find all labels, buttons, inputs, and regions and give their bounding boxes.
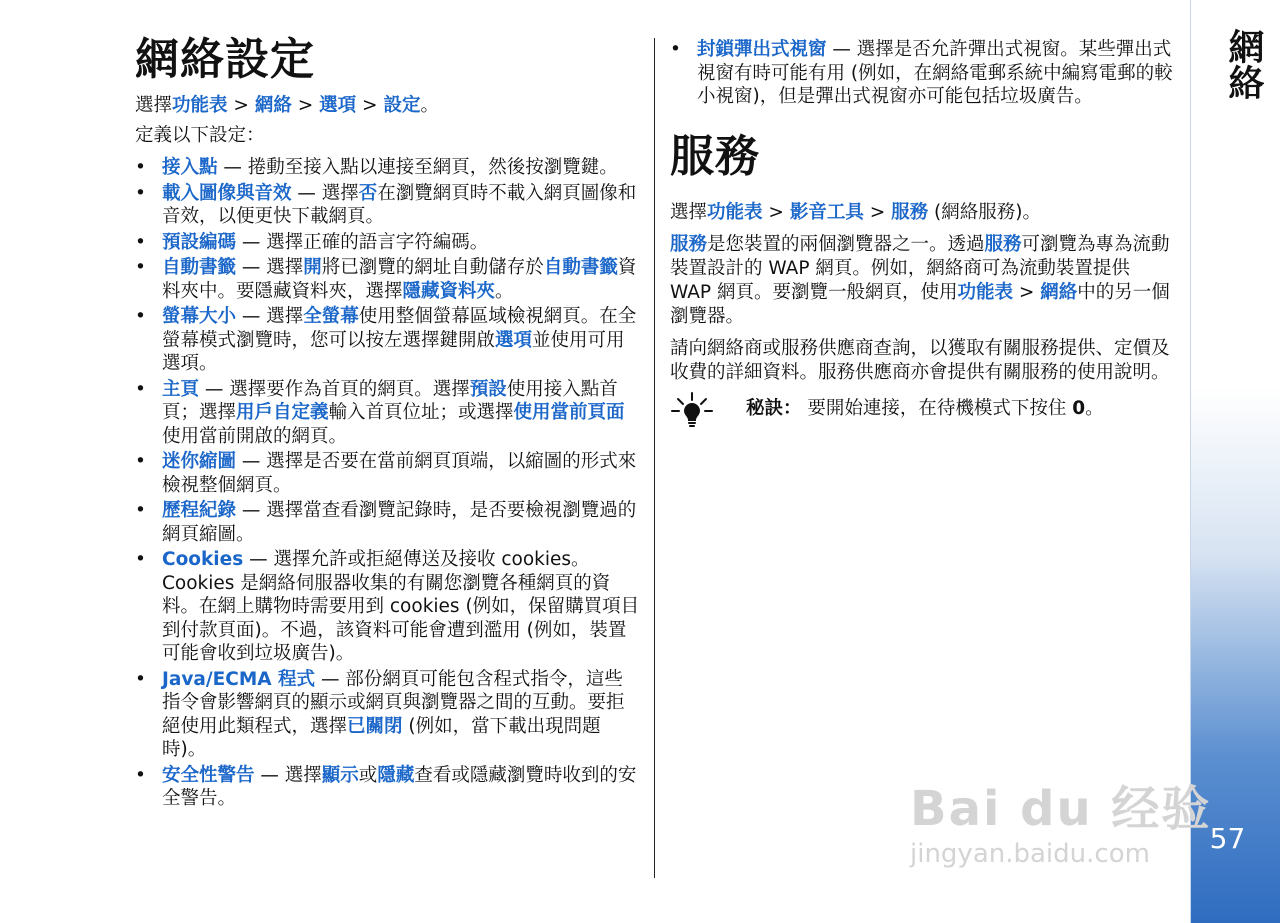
provider-paragraph: 請向網絡商或服務供應商查詢，以獲取有關服務提供、定價及收費的詳細資料。服務供應商亦會提供有關服務的使用說明。 [670, 337, 1170, 383]
list-item: • 接入點 — 捲動至接入點以連接至網頁，然後按瀏覽鍵。 [135, 157, 618, 178]
tip-text: 秘訣： 要開始連接，在待機模式下按住 0。 [746, 397, 1104, 419]
watermark-url: jingyan.baidu.com [910, 839, 1150, 869]
page-number: 57 [1209, 822, 1246, 855]
menu-path: 選擇功能表 > 網絡 > 選項 > 設定。 [135, 95, 439, 116]
list-item: • 預設編碼 — 選擇正確的語言字符編碼。 [135, 231, 489, 253]
tip-box [670, 397, 1175, 421]
chapter-sidebar [1190, 0, 1280, 923]
list-item: • 歷程紀錄 — 選擇當查看瀏覽記錄時，是否要檢視瀏覽過的網頁縮圖。 [135, 500, 637, 545]
list-item: • Cookies — 選擇允許或拒絕傳送及接收 cookies。Cookies 是網絡伺服器收集的有關您瀏覽各種網頁的資料。在網上購物時需要用到 cookies (例如，保留購買項目到付款頁面)。不過，該資料可能會遭到濫用 (例如，裝置可能會收到垃圾廣告)。 [135, 549, 640, 664]
watermark [910, 770, 1211, 869]
list-item: • 迷你縮圖 — 選擇是否要在當前網頁頂端，以縮圖的形式來檢視整個網頁。 [135, 451, 637, 496]
list-item: • Java/ECMA 程式 — 部份網頁可能包含程式指令，這些指令會影響網頁的顯示或網頁與瀏覽器之間的互動。要拒絕使用此類程式，選擇已關閉 (例如，當下載出現問題時)。 [135, 668, 625, 760]
section-title: 服務 [670, 130, 760, 182]
settings-list [135, 156, 640, 811]
list-item: • 自動書籤 — 選擇開將已瀏覽的網址自動儲存於自動書籤資料夾中。要隱藏資料夾，選擇隱藏資料夾。 [135, 257, 637, 302]
page-title: 網絡設定 [135, 34, 315, 85]
intro-text: 定義以下設定： [135, 125, 265, 146]
right-column [670, 38, 1175, 421]
lightbulb-icon [670, 391, 714, 435]
list-item: • 主頁 — 選擇要作為首頁的網頁。選擇預設使用接入點首頁；選擇用戶自定義輸入首頁位址；或選擇使用當前頁面使用當前開啟的網頁。 [135, 378, 625, 447]
list-item: • 載入圖像與音效 — 選擇否在瀏覽網頁時不載入網頁圖像和音效，以便更快下載網頁。 [135, 182, 637, 227]
watermark-logo: Bai du 经验 [910, 781, 1212, 837]
list-item: • 螢幕大小 — 選擇全螢幕使用整個螢幕區域檢視網頁。在全螢幕模式瀏覽時，您可以按左選擇鍵開啟選項並使用可用選項。 [135, 306, 637, 374]
services-paragraph: 服務是您裝置的兩個瀏覽器之一。透過服務可瀏覽為專為流動裝置設計的 WAP 網頁。例如，網絡商可為流動裝置提供 WAP 網頁。要瀏覽一般網頁，使用功能表 > 網絡中的另一個瀏覽器。 [670, 233, 1170, 327]
menu-path: 選擇功能表 > 影音工具 > 服務 (網絡服務)。 [670, 201, 1041, 223]
list-item: • 安全性警告 — 選擇顯示或隱藏查看或隱藏瀏覽時收到的安全警告。 [135, 764, 637, 809]
column-divider [654, 38, 655, 878]
list-item: • 封鎖彈出式視窗 — 選擇是否允許彈出式視窗。某些彈出式視窗有時可能有用 (例如，在網絡電郵系統中編寫電郵的較小視窗)，但是彈出式視窗亦可能包括垃圾廣告。 [670, 39, 1173, 107]
popup-list [670, 38, 1175, 109]
chapter-title: 網絡 [1223, 28, 1264, 100]
left-column [135, 30, 640, 813]
